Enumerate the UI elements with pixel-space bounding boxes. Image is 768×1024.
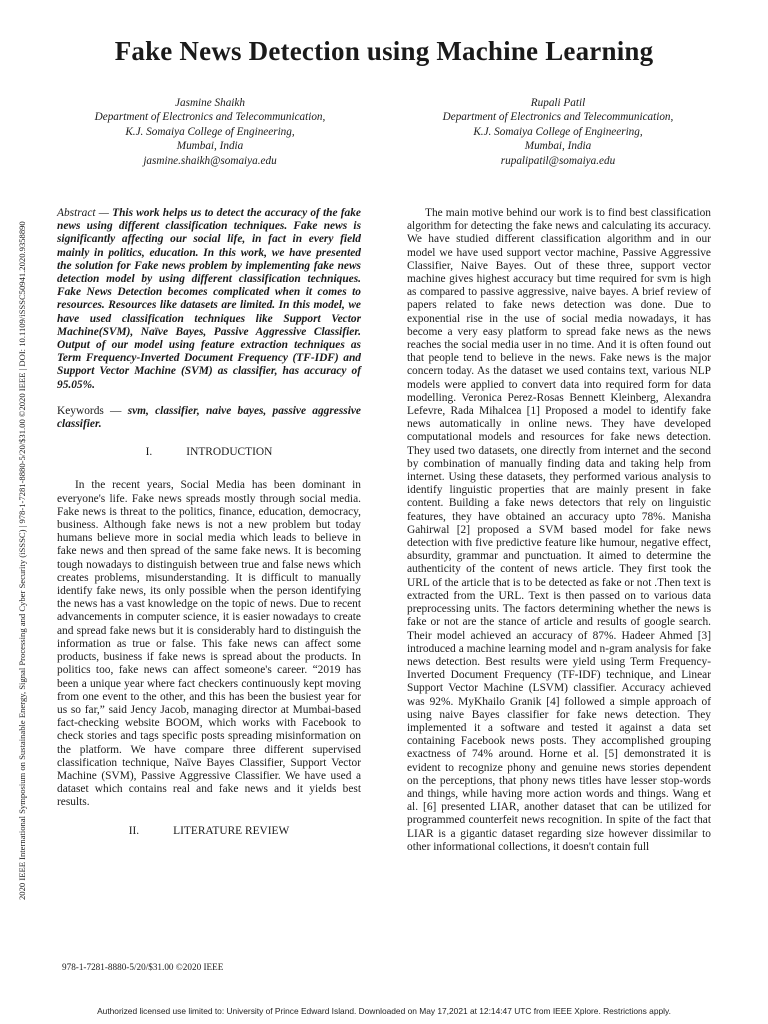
author-email: jasmine.shaikh@somaiya.edu: [143, 154, 277, 167]
abstract-lead: Abstract: [57, 207, 96, 219]
section-number: II.: [128, 824, 140, 837]
abstract: [57, 207, 361, 392]
author-name: Rupali Patil: [530, 97, 586, 109]
paper-title: Fake News Detection using Machine Learning: [114, 36, 654, 66]
literature-review-body: The main motive behind our work is to find best classification algorithm for detecting the fake news and calculating its accuracy. We have studied different classification algorithm and in our model we have used support vector machine, Passive Aggressive Classifier, Naive Bayes. Out of these three, support vector machine gives highest accuracy but time required for svm is high as compared to passive aggressive, naive bayes. A brief review of papers related to fake news detection was done. Due to exponential rise in the use of social media nowadays, it has become a very easy platform to spread fake news as the news reaches the social media user in no time. And it is often found out that people tend to believe in the news. Fake news is the major concern today. As the dataset we used contains text, various NLP models were applied to convert data into required form for data modelling. Veronica Perez-Rosas Bennett Kleinberg, Alexandra Lefevre, Rada Mihalcea [1] Proposed a model to identify fake news automatically in online news. They have developed computational models and resources for fake news detection. They used two datasets, one directly from internet and the second by combination of manually finding data and taking help from internet. Using these datasets, they performed various analysis to identify linguistic properties that are mainly present in fake content. Building a fake news detectors that rely on linguistic features, they have obtained an accuracy upto 78%. Manisha Gahirwal [2] proposed a SVM based model for fake news detection with five predictive feature like humour, negative effect, absurdity, grammar and punctuation. It aimed to determine the authenticity of the content of news article. They first took the URL of the article that is to be detected as fake or not .Then text is extracted from the URL. Text is then passed on to various data preprocessing units. The factors determining whether the news is fake or not are the stance of article and results of google search. Their model achieved an accuracy of 87%. Hadeer Ahmed [3] introduced a machine learning model and n-gram analysis for fake news detection. Best results were yield using Term Frequency-Inverted Document Frequency (TF-IDF) technique, and Linear Support Vector Machine (LSVM) classifier. Accuracy achieved was 92%. MyKhailo Granik [4] followed a simple approach of using naive Bayes classifier for fake news detection. They implemented it a software and tested it against a data set containing Facebook news posts. They accomplished grouping exactness of 74% around. Horne et al. [5] demonstrated it is evident to recognize phony and genuine news stories dependent on the perceptions, that phony news titles have lesser stop-words and things, while having more action words and things. Wang et al. [6] presented LIAR, another dataset that can be utilized for programmed counterfeit news recognition. In spite of the fact that LIAR is a gigantic dataset regarding size however dissimilar to other informational collections, it doesn't contain full: [407, 207, 711, 853]
author-location: Mumbai, India: [176, 140, 244, 153]
author-department: Department of Electronics and Telecommunication,: [442, 111, 674, 124]
author-email: rupalipatil@somaiya.edu: [500, 154, 616, 167]
author-department: Department of Electronics and Telecommunication,: [94, 111, 326, 124]
section-title: LITERATURE REVIEW: [173, 824, 290, 837]
right-column: [407, 207, 711, 854]
section-heading-introduction: [57, 446, 361, 459]
section-title: INTRODUCTION: [186, 446, 273, 459]
author-block-2: [408, 96, 708, 168]
author-college: K.J. Somaiya College of Engineering,: [125, 125, 295, 138]
abstract-dash: —: [95, 207, 113, 219]
conference-sidebar: 2020 IEEE International Symposium on Sustainable Energy, Signal Processing and Cyber Security (iSSSC) | 978-1-7281-8880-5/20/$31.00 ©2020 IEEE | DOI: 10.1109/iSSSC50941.2020.9358890: [17, 221, 27, 900]
section-number: I.: [145, 446, 153, 459]
author-name: Jasmine Shaikh: [175, 97, 245, 109]
abstract-text: This work helps us to detect the accuracy of the fake news using different classification techniques. Fake news is significantly affecting our social life, in fact in every field mainly in politics, education. In this work, we have presented the solution for Fake news problem by implementing fake news detection model by using different classification techniques. Fake News Detection becomes complicated when it comes to resources. Resources like datasets are limited. In this model, we have used classification techniques like Support Vector Machine(SVM), Naïve Bayes, Passive Aggressive Classifier. Output of our model using feature extraction techniques as Term Frequency-Inverted Document Frequency (TF-IDF) and Support Vector Machine (SVM) as classifier, has accuracy of 95.05%.: [57, 207, 361, 391]
left-column: [57, 207, 361, 858]
section-heading-literature-review: [57, 825, 361, 838]
author-location: Mumbai, India: [524, 140, 592, 153]
author-block-1: [60, 96, 360, 168]
copyright-footer: 978-1-7281-8880-5/20/$31.00 ©2020 IEEE: [62, 962, 224, 972]
license-notice: Authorized licensed use limited to: University of Prince Edward Island. Downloaded on May 17,2021 at 12:14:47 UTC from IEEE Xplore. Restrictions apply.: [97, 1006, 671, 1016]
keywords-dash: —: [103, 404, 128, 417]
keywords-lead: Keywords: [57, 404, 104, 417]
keywords-text: svm, classifier, naive bayes, passive aggressive classifier.: [57, 404, 361, 431]
author-college: K.J. Somaiya College of Engineering,: [473, 125, 643, 138]
introduction-body: In the recent years, Social Media has been dominant in everyone's life. Fake news spreads mostly through social media. Fake news is threat to the politics, finance, education, democracy, business. Although fake news is not a new problem but today humans believe more in social media which leads to believe in fake news and then spread of the same fake news. It is becoming tough nowadays to distinguish between true and false news which creates problems, misunderstanding. It is difficult to manually identify fake news, its only possible when the person identifying the news has a vast knowledge on the topic of news. Due to recent advancements in computer science, it is easier nowadays to create and spread fake news but it is considerably hard to distinguish the information as true or false. This fake news can affect some products, business if fake news is spread about the products. In politics too, fake news can affect someone's career. “2019 has been a unique year where fact checkers continuously kept moving from one event to the other, and this has been the busiest year for us so far,” said Jency Jacob, managing director at Mumbai-based fact-checking website BOOM, which works with Facebook to check stories and tags specific posts spreading misinformation on the platform. We have compare three different supervised classification technique, Naïve Bayes Classifier, Support Vector Machine (SVM), Passive Aggressive Classifier. We have used a dataset which contains real and fake news and it yields best results.: [57, 479, 361, 809]
keywords: [57, 405, 361, 431]
